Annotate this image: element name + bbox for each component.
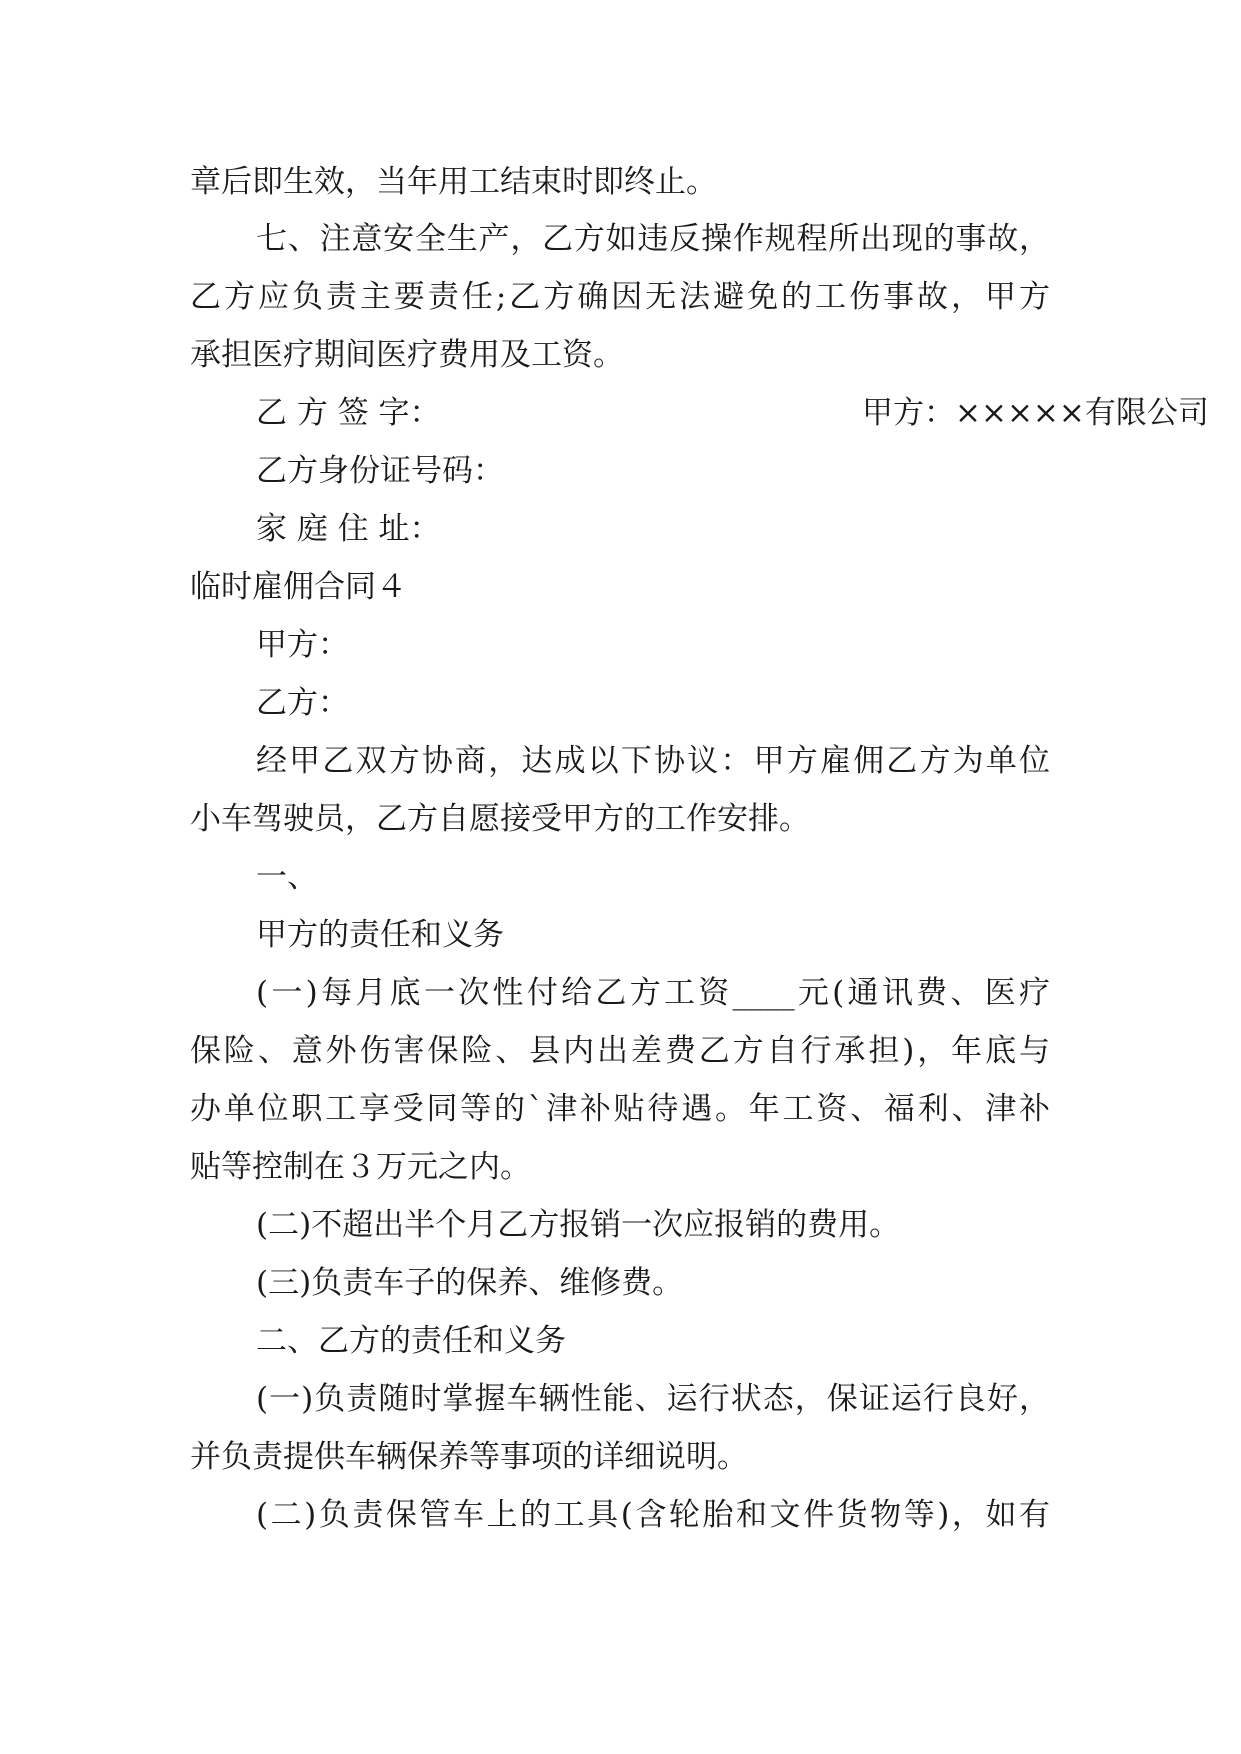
id-number-label: 乙方身份证号码： — [256, 453, 504, 489]
party-a-label: 甲方： — [256, 627, 349, 663]
signature-line — [256, 393, 1209, 433]
paragraph-line: 小车驾驶员，乙方自愿接受甲方的工作安排。 — [190, 801, 810, 837]
party-b-signature-label: 乙 方 签 字： — [256, 395, 441, 431]
party-b-label: 乙方： — [256, 685, 349, 721]
home-address-label: 家 庭 住 址： — [256, 511, 441, 547]
paragraph-line: (二)负责保管车上的工具(含轮胎和文件货物等)，如有 — [256, 1497, 1050, 1533]
paragraph-line: 承担医疗期间医疗费用及工资。 — [190, 337, 624, 373]
paragraph-line: 七、注意安全生产，乙方如违反操作规程所出现的事故， — [256, 221, 1050, 257]
paragraph-line: 保险、意外伤害保险、县内出差费乙方自行承担)，年底与 — [190, 1033, 1050, 1069]
party-a-company: 甲方：×××××有限公司 — [862, 395, 1209, 431]
paragraph-line: 经甲乙双方协商，达成以下协议：甲方雇佣乙方为单位 — [256, 743, 1050, 779]
section-title: 临时雇佣合同４ — [190, 569, 407, 605]
clause-heading: 甲方的责任和义务 — [256, 917, 504, 953]
clause-heading: 二、乙方的责任和义务 — [256, 1323, 566, 1359]
paragraph-line: 办单位职工享受同等的`津补贴待遇。年工资、福利、津补 — [190, 1091, 1050, 1127]
paragraph-line: 并负责提供车辆保养等事项的详细说明。 — [190, 1439, 748, 1475]
paragraph-line: (一)负责随时掌握车辆性能、运行状态，保证运行良好， — [256, 1381, 1050, 1417]
paragraph-line: (三)负责车子的保养、维修费。 — [256, 1265, 684, 1301]
clause-number: 一、 — [256, 859, 318, 895]
paragraph-line: (一)每月底一次性付给乙方工资____元(通讯费、医疗 — [256, 975, 1050, 1011]
paragraph-line: 章后即生效，当年用工结束时即终止。 — [190, 164, 717, 200]
paragraph-line: 贴等控制在３万元之内。 — [190, 1149, 531, 1185]
paragraph-line: (二)不超出半个月乙方报销一次应报销的费用。 — [256, 1207, 901, 1243]
paragraph-line: 乙方应负责主要责任;乙方确因无法避免的工伤事故，甲方 — [190, 279, 1050, 315]
